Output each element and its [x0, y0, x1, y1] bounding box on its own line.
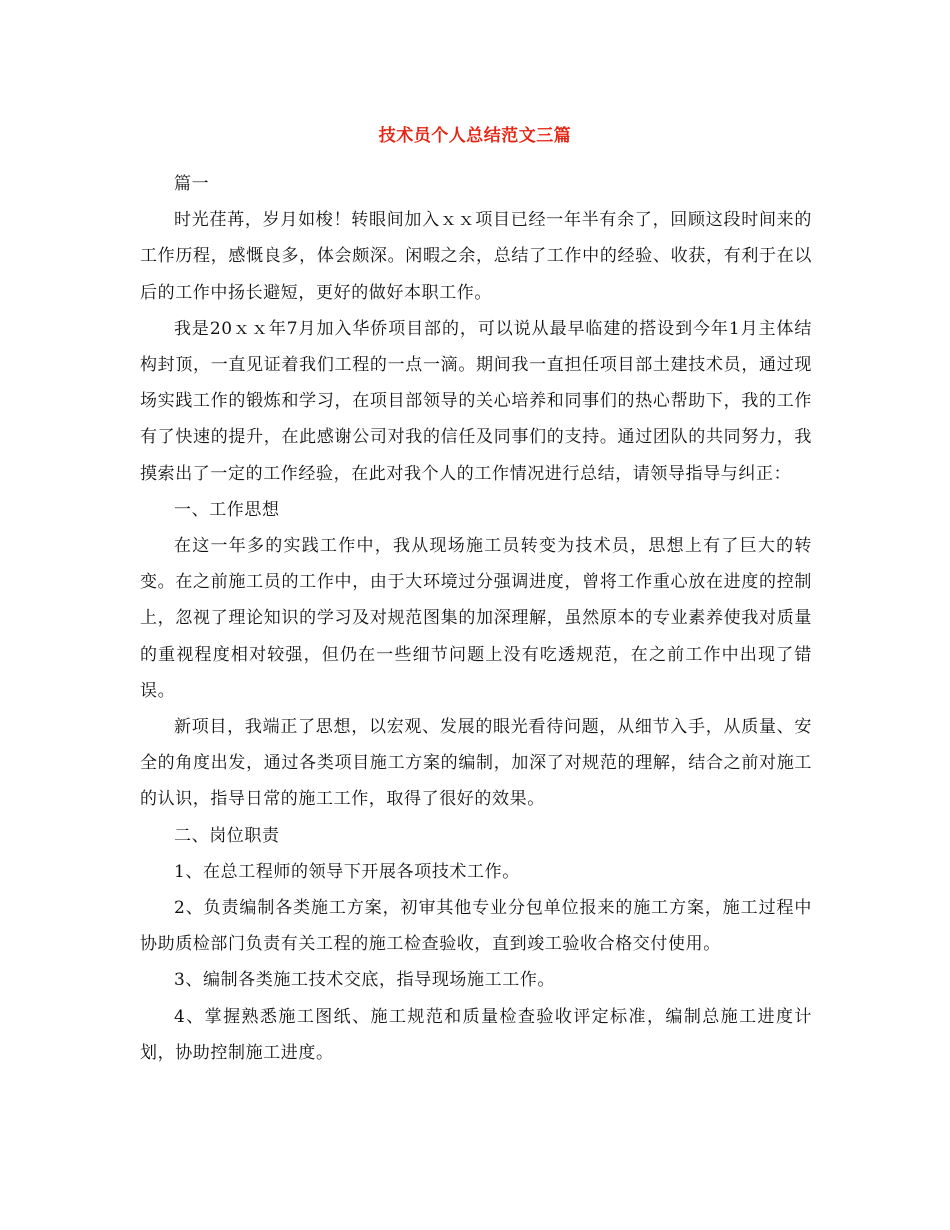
document-body [140, 166, 812, 1071]
paragraph: 在这一年多的实践工作中，我从现场施工员转变为技术员，思想上有了巨大的转变。在之前施工员的工作中，由于大环境过分强调进度，曾将工作重心放在进度的控制上，忽视了理论知识的学习及对规范图集的加深理解，虽然原本的专业素养使我对质量的重视程度相对较强，但仍在一些细节问题上没有吃透规范，在之前工作中出现了错误。 [140, 536, 812, 701]
list-item: 4、掌握熟悉施工图纸、施工规范和质量检查验收评定标准，编制总施工进度计划，协助控制施工进度。 [140, 1006, 812, 1063]
document-title: 技术员个人总结范文三篇 [378, 126, 572, 146]
paragraph: 新项目，我端正了思想，以宏观、发展的眼光看待问题，从细节入手，从质量、安全的角度出发，通过各类项目施工方案的编制，加深了对规范的理解，结合之前对施工的认识，指导日常的施工工作，取得了很好的效果。 [140, 717, 812, 810]
list-item: 1、在总工程师的领导下开展各项技术工作。 [174, 861, 520, 882]
list-item: 3、编制各类施工技术交底，指导现场施工工作。 [174, 970, 556, 991]
section-heading: 一、工作思想 [174, 499, 280, 520]
section-heading: 二、岗位职责 [174, 825, 280, 846]
paragraph: 时光荏苒，岁月如梭！转眼间加入ｘｘ项目已经一年半有余了，回顾这段时间来的工作历程，感慨良多，体会颇深。闲暇之余，总结了工作中的经验、收获，有利于在以后的工作中扬长避短，更好的做好本职工作。 [140, 210, 812, 303]
paragraph: 我是20ｘｘ年7月加入华侨项目部的，可以说从最早临建的搭设到今年1月主体结构封顶，一直见证着我们工程的一点一滴。期间我一直担任项目部土建技术员，通过现场实践工作的锻炼和学习，在项目部领导的关心培养和同事们的热心帮助下，我的工作有了快速的提升，在此感谢公司对我的信任及同事们的支持。通过团队的共同努力，我摸索出了一定的工作经验，在此对我个人的工作情况进行总结，请领导指导与纠正： [140, 318, 812, 484]
section-heading: 篇一 [174, 174, 210, 194]
list-item: 2、负责编制各类施工方案，初审其他专业分包单位报来的施工方案，施工过程中协助质检部门负责有关工程的施工检查验收，直到竣工验收合格交付使用。 [140, 898, 812, 955]
